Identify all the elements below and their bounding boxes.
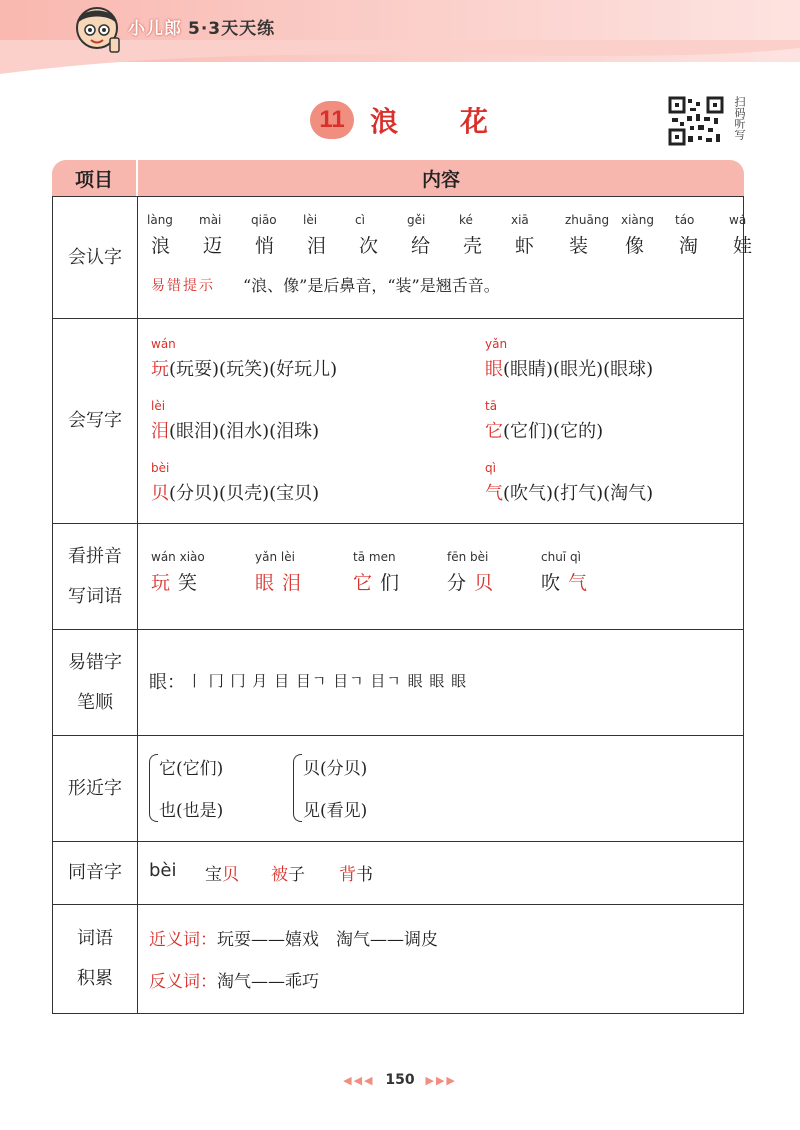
row-label-line2: 积累 [77,968,113,989]
header-item: 项目 [52,160,136,196]
pinyin-words [139,524,743,629]
write-pinyin: qì [485,461,496,475]
write-pinyin: yǎn [485,337,508,351]
row-similar [52,736,744,842]
page-footer [0,1072,800,1088]
row-label-line1: 易错字 [68,651,122,673]
homophone-word-3: 背书 [339,865,373,885]
stroke-order [139,630,743,735]
homophone-word-1: 宝贝 [205,865,239,885]
pinyin-answer: 分贝 [447,572,502,594]
lesson-title [310,100,550,140]
write-pinyin: lèi [151,399,166,413]
content-table [52,160,753,992]
pinyin-label: mài [199,213,222,227]
write-chars [139,319,743,523]
row-stroke [52,630,744,736]
pinyin-label: gěi [407,213,426,227]
recognize-char: 悄 [255,235,275,257]
synonym-line: 近义词：玩耍——嬉戏 淘气——调皮 [149,930,438,950]
pinyin-label: xiā [511,213,529,227]
pinyin-prompt: chuī qì [541,550,581,564]
write-item: 它(它们)(它的) [485,421,604,442]
similar-2a: 贝(分贝) [303,759,368,779]
mascot-icon [70,2,124,58]
recognize-char: 迈 [203,235,223,257]
homophone-word-2: 被子 [271,865,305,885]
row-label [53,524,138,629]
qr-caption: 扫码听写 [733,96,746,140]
brand-name: 小儿郎 [128,19,182,39]
antonym-line: 反义词：淘气——乖巧 [149,972,319,992]
row-homophone [52,842,744,905]
recognize-char: 给 [411,235,431,257]
pinyin-prompt: tā men [353,550,396,564]
recognize-char: 壳 [463,235,483,257]
write-item: 玩(玩耍)(玩笑)(好玩儿) [151,359,338,380]
next-arrows-icon: ▶▶▶ [425,1074,457,1087]
recognize-char: 次 [359,235,379,257]
similar-chars [139,736,743,841]
row-label: 会写字 [53,319,138,523]
write-item: 气(吹气)(打气)(淘气) [485,483,654,504]
pinyin-label: ké [459,213,473,227]
pinyin-label: qiāo [251,213,277,227]
stroke-steps: 丨 冂 冂 月 目 目ㄱ 目ㄱ 目ㄱ 眼 眼 眼 [187,672,468,690]
pinyin-prompt: fēn bèi [447,550,489,564]
row-label-line2: 笔顺 [77,691,113,713]
similar-1a: 它(它们) [159,759,224,779]
brand [128,14,275,39]
recognize-chars [139,197,753,318]
recognize-char: 像 [625,235,645,257]
pinyin-answer: 吹气 [541,572,596,594]
pinyin-answer: 眼泪 [255,572,310,594]
row-label: 会认字 [53,197,138,318]
pinyin-label: làng [147,213,173,227]
lesson-number: 11 [310,101,354,139]
row-label: 同音字 [53,842,138,904]
write-pinyin: wán [151,337,176,351]
pinyin-prompt: yǎn lèi [255,550,295,564]
row-label-line1: 看拼音 [68,545,122,567]
pinyin-label: táo [675,213,695,227]
header-content: 内容 [138,160,744,196]
recognize-char: 淘 [679,235,699,257]
lesson-name: 浪花 [370,105,551,138]
prev-arrows-icon: ◀◀◀ [343,1074,375,1087]
row-label-line2: 写词语 [68,585,122,607]
write-item: 泪(眼泪)(泪水)(泪珠) [151,421,320,442]
row-label: 形近字 [53,736,138,841]
row-write [52,319,744,524]
write-pinyin: bèi [151,461,170,475]
series-name: 5·3天天练 [188,19,276,39]
recognize-char: 泪 [307,235,327,257]
table-header [52,160,744,196]
similar-2b: 见(看见) [303,801,368,821]
recognize-char: 娃 [733,235,753,257]
vocab-content [139,905,743,1013]
recognize-char: 装 [569,235,589,257]
tip-label: 易错提示 [151,278,215,294]
pinyin-answer: 它们 [353,572,408,594]
row-recognize [52,196,753,319]
pinyin-prompt: wán xiào [151,550,205,564]
write-pinyin: tā [485,399,498,413]
page-number: 150 [385,1072,415,1088]
homophone-words [139,842,743,904]
pinyin-label: lèi [303,213,318,227]
similar-1b: 也(也是) [159,801,224,821]
pinyin-label: xiàng [621,213,655,227]
row-label-line1: 词语 [77,928,113,949]
pinyin-label: zhuāng [565,213,610,227]
row-label [53,630,138,735]
tip-text: “浪、像”是后鼻音，“装”是翘舌音。 [243,276,500,295]
stroke-char: 眼： [149,672,185,693]
row-pinyin-words [52,524,744,630]
qr-code-icon[interactable] [668,96,724,146]
brace-icon [293,754,302,822]
pinyin-answer: 玩笑 [151,572,206,594]
homophone-pinyin: bèi [149,860,177,881]
row-vocab [52,905,744,1014]
pinyin-label: wá [729,213,747,227]
pinyin-label: cì [355,213,365,227]
row-label [53,905,138,1013]
recognize-char: 虾 [515,235,535,257]
write-item: 眼(眼睛)(眼光)(眼球) [485,359,654,380]
recognize-char: 浪 [151,235,171,257]
brace-icon [149,754,158,822]
write-item: 贝(分贝)(贝壳)(宝贝) [151,483,320,504]
